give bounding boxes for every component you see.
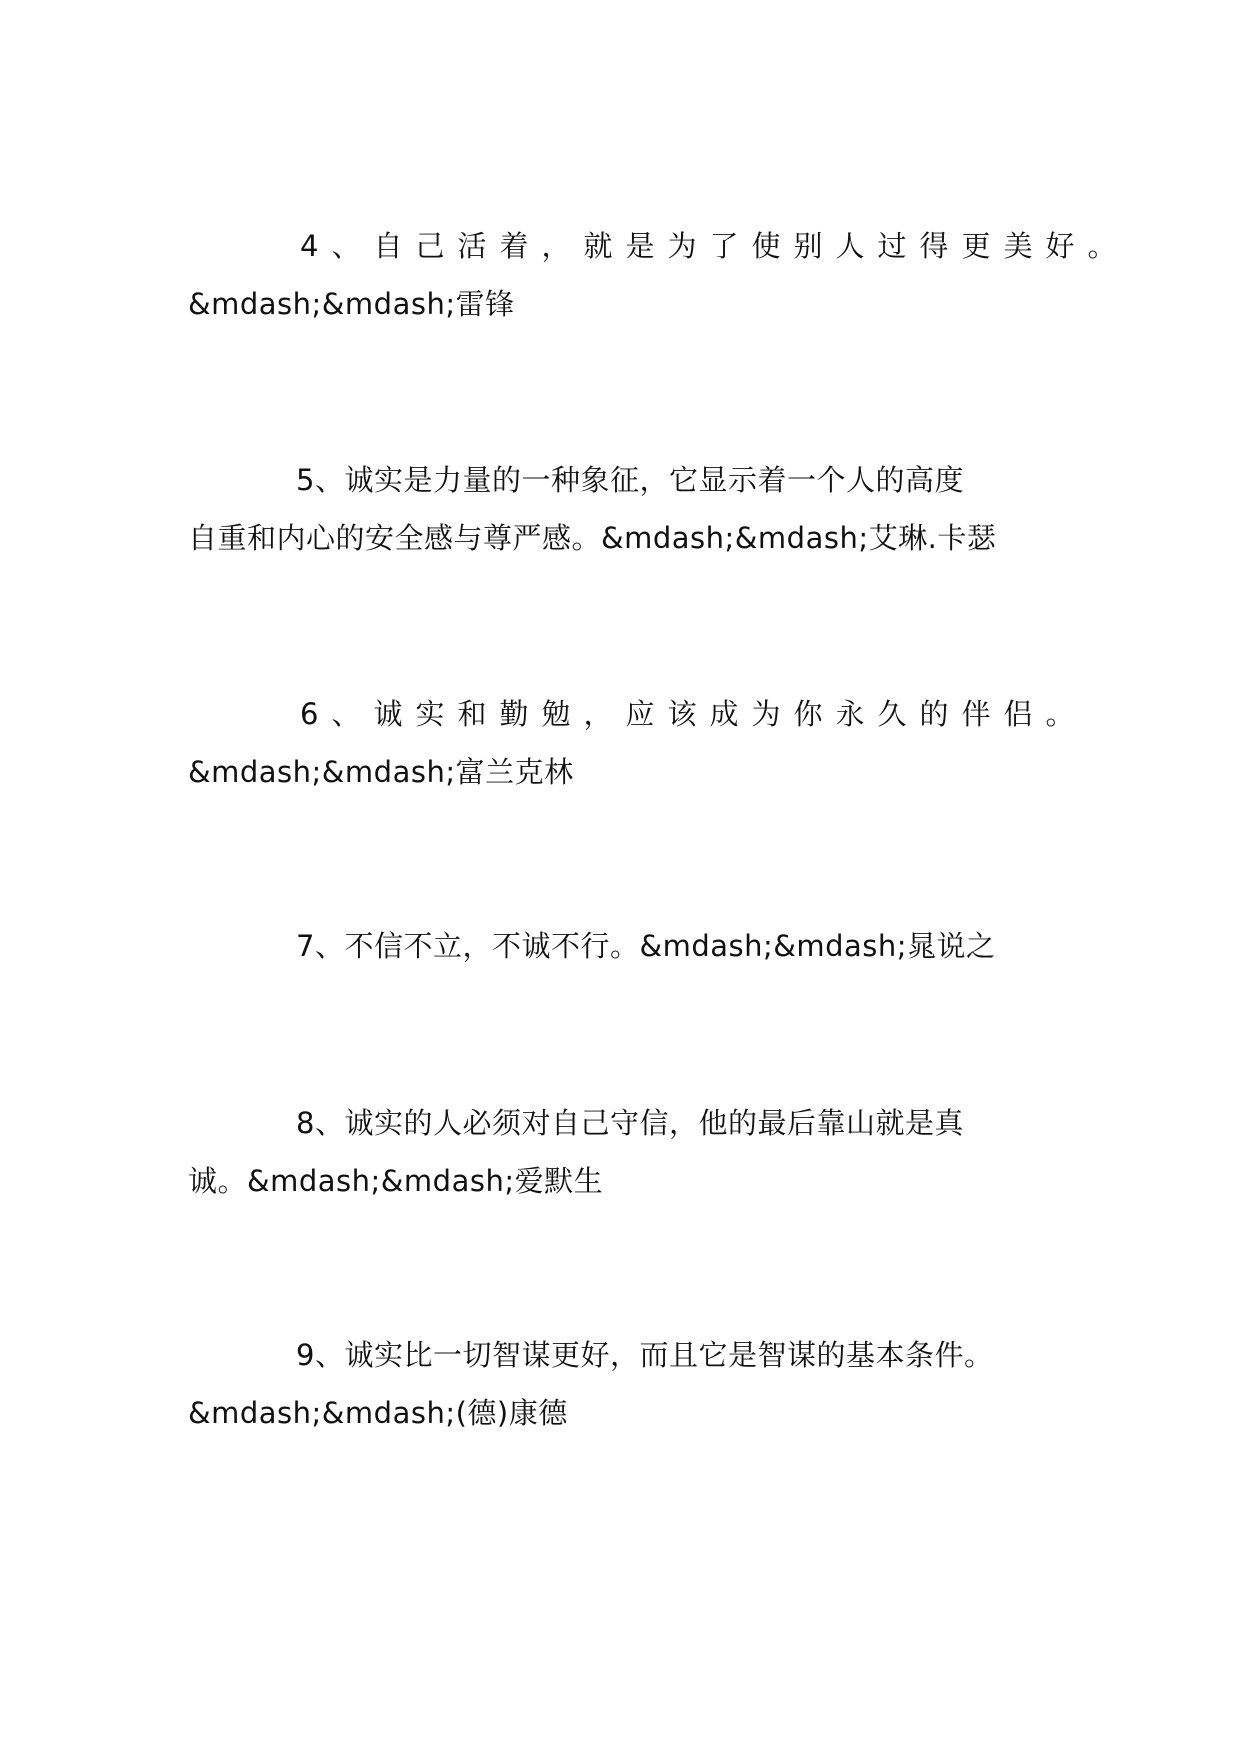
quote-6-line-2: &mdash;&mdash;富兰克林 xyxy=(188,755,574,789)
quote-9-line-1: 9、诚实比一切智谋更好，而且它是智谋的基本条件。 xyxy=(296,1338,994,1372)
quote-9-line-2: &mdash;&mdash;(德)康德 xyxy=(188,1396,568,1430)
quote-6 xyxy=(188,685,1088,801)
quote-4-line-1: 4、自己活着，就是为了使别人过得更美好。 xyxy=(300,229,1130,263)
quote-5 xyxy=(188,451,1088,567)
quote-4 xyxy=(188,217,1130,333)
quote-8 xyxy=(188,1094,1088,1210)
quote-8-line-1: 8、诚实的人必须对自己守信，他的最后靠山就是真 xyxy=(296,1106,964,1140)
quote-7-line-1: 7、不信不立，不诚不行。&mdash;&mdash;晁说之 xyxy=(296,929,996,963)
quote-8-line-2: 诚。&mdash;&mdash;爱默生 xyxy=(188,1164,604,1198)
quote-5-line-2: 自重和内心的安全感与尊严感。&mdash;&mdash;艾琳.卡瑟 xyxy=(188,521,997,555)
quote-6-line-1: 6、诚实和勤勉，应该成为你永久的伴侣。 xyxy=(300,697,1088,731)
quote-4-line-2: &mdash;&mdash;雷锋 xyxy=(188,287,515,321)
quote-7 xyxy=(188,917,1088,975)
quote-9 xyxy=(188,1326,1088,1442)
quote-5-line-1: 5、诚实是力量的一种象征，它显示着一个人的高度 xyxy=(296,463,964,497)
